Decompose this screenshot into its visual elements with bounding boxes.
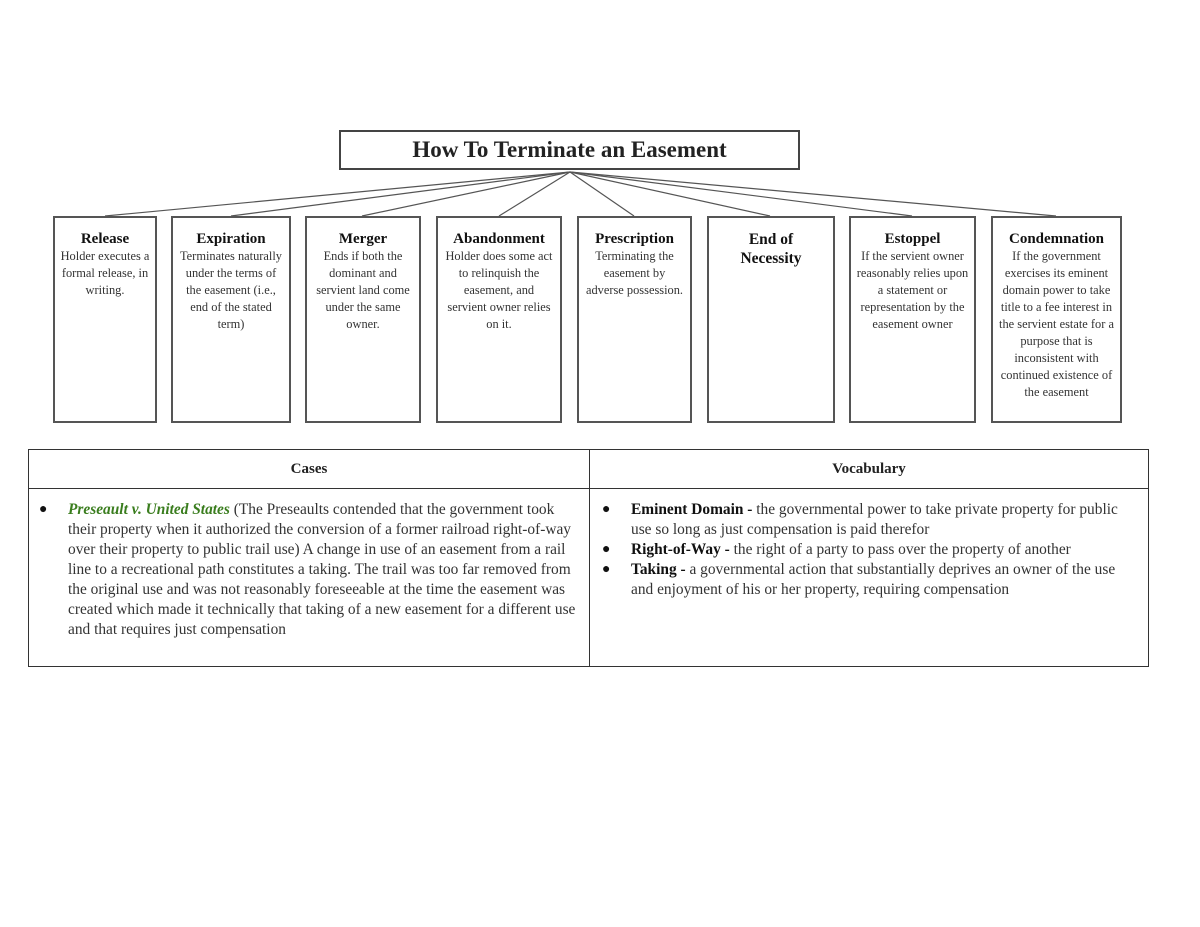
connector-release — [105, 172, 570, 216]
method-box-expiration — [171, 216, 291, 423]
method-box-condemnation — [991, 216, 1122, 423]
method-description: Ends if both the dominant and servient land come under the same owner. — [316, 249, 410, 331]
vocab-term: Right-of-Way - — [631, 541, 730, 558]
case-name: Preseault v. United States — [68, 501, 230, 518]
vocab-definition: a governmental action that substantially deprives an owner of the use and enjoyment of his or her property, requiring compensation — [631, 561, 1116, 598]
list-item — [598, 500, 1138, 540]
method-name: Prescription — [595, 231, 674, 247]
method-box-merger — [305, 216, 421, 423]
method-description: Holder executes a formal release, in writing. — [60, 249, 150, 297]
method-name: Estoppel — [884, 231, 941, 247]
diagram-title: How To Terminate an Easement — [339, 130, 800, 170]
bullet-icon: ● — [39, 502, 48, 517]
connector-estoppel — [570, 172, 912, 216]
case-text: (The Preseaults contended that the government took their property when it authorized the conversion of a former railroad right-of-way over their property to public trail use) A change in use of an easement from a rail line to a recreational path constitutes a taking. The trail was too far removed from the original use and was not reasonably foreseeable at the time the easement was created which made it technically that taking of a new easement for a different use and that requires just compensation — [68, 501, 576, 638]
method-box-end-of-necessity — [707, 216, 835, 423]
vocabulary-list — [598, 500, 1138, 600]
method-name: Merger — [338, 231, 388, 247]
cases-column — [29, 450, 589, 666]
bullet-icon: ● — [602, 562, 611, 577]
connector-condemnation — [570, 172, 1056, 216]
connector-expiration — [231, 172, 570, 216]
method-description: If the government exercises its eminent domain power to take title to a fee interest in the servient estate for a purpose that is inconsistent with continued existence of the easement — [999, 249, 1114, 399]
method-description: If the servient owner reasonably relies upon a statement or representation by the easement owner — [856, 249, 969, 331]
list-item — [598, 560, 1138, 600]
list-item — [598, 540, 1138, 560]
cases-list — [35, 500, 579, 640]
bullet-icon: ● — [602, 542, 611, 557]
method-box-abandonment — [436, 216, 562, 423]
connector-merger — [362, 172, 570, 216]
method-description: Terminates naturally under the terms of the easement (i.e., end of the stated term) — [179, 249, 282, 331]
method-name: Condemnation — [1008, 231, 1105, 247]
connector-abandonment — [499, 172, 570, 216]
method-box-estoppel — [849, 216, 976, 423]
connector-end-of-necessity — [570, 172, 770, 216]
method-name: End of Necessity — [740, 231, 802, 267]
method-name: Release — [80, 231, 130, 247]
cases-vocabulary-table — [28, 449, 1149, 667]
vocab-term: Taking - — [631, 561, 686, 578]
method-name: Abandonment — [453, 231, 545, 247]
connector-prescription — [570, 172, 634, 216]
vocab-definition: the governmental power to take private property for public use so long as just compensation is paid therefor — [631, 501, 1118, 538]
vocabulary-column — [589, 450, 1148, 666]
method-name: Expiration — [196, 231, 266, 247]
method-description: Terminating the easement by adverse possession. — [585, 249, 684, 297]
method-box-prescription — [577, 216, 692, 423]
vocabulary-header: Vocabulary — [590, 450, 1148, 489]
cases-header: Cases — [29, 450, 589, 489]
bullet-icon: ● — [602, 502, 611, 517]
method-description: Holder does some act to relinquish the easement, and servient owner relies on it. — [445, 249, 553, 331]
list-item — [35, 500, 579, 640]
vocab-definition: the right of a party to pass over the property of another — [729, 541, 1071, 558]
vocab-term: Eminent Domain - — [631, 501, 753, 518]
method-box-release — [53, 216, 157, 423]
